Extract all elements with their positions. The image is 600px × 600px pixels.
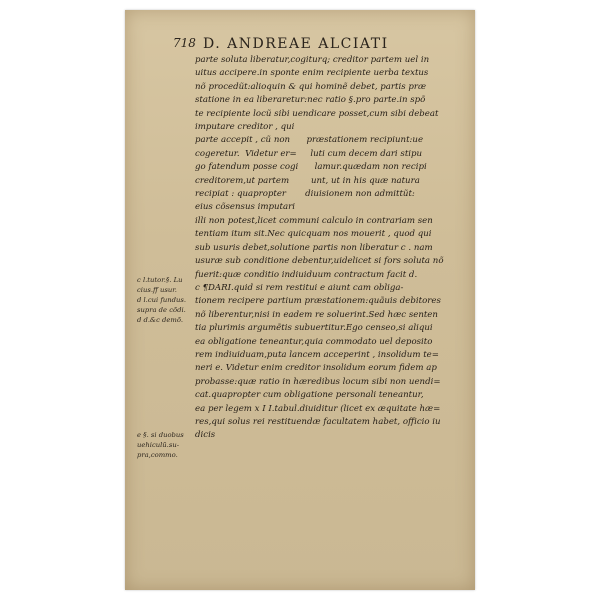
text-line: uitus accipere.in sponte enim recipiente uerba textus	[195, 68, 429, 79]
text-line: neri e. Videtur enim creditor insolidum eorum fidem ap	[195, 363, 437, 374]
text-line: ea per legem x I I.tabul.diuiditur (licet ex æquitate hæ=	[195, 403, 441, 414]
text-line: illi non potest,licet communi calculo in contrariam sen	[195, 215, 433, 226]
main-text-block	[195, 54, 463, 443]
running-head	[173, 36, 455, 54]
margin-note-2	[137, 430, 195, 460]
text-line: statione in ea liberaretur:nec ratio §.pro parte.in spõ	[195, 95, 426, 106]
margin-note-line: uehiculũ.su-	[137, 441, 180, 449]
margin-note-1	[137, 275, 195, 325]
margin-note-line: cius.ff usur.	[137, 286, 177, 294]
text-line: sub usuris debet,solutione partis non liberatur c . nam	[195, 242, 433, 253]
text-line: go fatendum posse cogi lamur.quædam non recipi	[195, 162, 427, 173]
book-page	[125, 10, 475, 590]
text-line: parte soluta liberatur,cogiturq; creditor partem uel in	[195, 55, 430, 65]
text-line: tia plurimis argumẽtis subuertitur.Ego censeo,si aliqui	[195, 323, 433, 334]
page-number: 718	[173, 36, 196, 50]
text-line: fuerit:quæ conditio indiuiduum contractum facit d.	[195, 269, 418, 280]
text-line: creditorem,ut partem unt, ut in his quæ natura	[195, 175, 420, 186]
text-line: parte accepit , cũ non præstationem recipiunt:ue	[195, 135, 424, 146]
text-line: eius cõsensus imputari	[195, 202, 295, 213]
book-title: D. ANDREAE ALCIATI	[203, 36, 389, 52]
margin-note-line: c l.tutor.§. Lu	[137, 276, 183, 284]
text-line: nõ procedũt:alioquin & qui hominẽ debet, partis præ	[195, 81, 427, 92]
text-line: c ¶DARI.quid si rem restitui e aiunt cam obliga-	[195, 282, 404, 293]
margin-note-line: pra,commo.	[137, 451, 178, 459]
text-line: recipiat : quapropter diuisionem non admittũt:	[195, 189, 415, 200]
text-line: tentiam itum sit.Nec quicquam nos mouerit , quod qui	[195, 229, 432, 240]
margin-note-line: e §. si duobus	[137, 431, 184, 439]
text-line: tionem recipere partium præstationem:quãuis debitores	[195, 296, 441, 307]
text-line: usuræ sub conditione debentur,uidelicet si fors soluta nõ	[195, 256, 444, 267]
margin-note-line: d l.cui fundus.	[137, 296, 187, 304]
text-line: te recipiente locũ sibi uendicare posset,cum sibi debeat	[195, 108, 439, 119]
margin-note-line: d d.&c demõ.	[137, 316, 183, 324]
text-line: res,qui solus rei restituendæ facultatem habet, officio iu	[195, 416, 441, 427]
text-line: cogeretur. Videtur er= luti cum decem dari stipu	[195, 148, 423, 159]
text-line: imputare creditor , qui	[195, 122, 295, 133]
text-line: ea obligatione teneantur,quia commodato uel deposito	[195, 336, 433, 347]
text-line: nõ liberentur,nisi in eadem re soluerint.Sed hæc senten	[195, 309, 438, 320]
text-line: dicis	[195, 430, 216, 441]
text-line: probasse:quæ ratio in hæredibus locum sibi non uendi=	[195, 376, 441, 387]
text-line: cat.quapropter cum obligatione personali teneantur,	[195, 390, 424, 401]
margin-note-line: supra de cõdi.	[137, 306, 186, 314]
text-line: rem indiuiduam,puta lancem acceperint , insolidum te=	[195, 349, 439, 360]
